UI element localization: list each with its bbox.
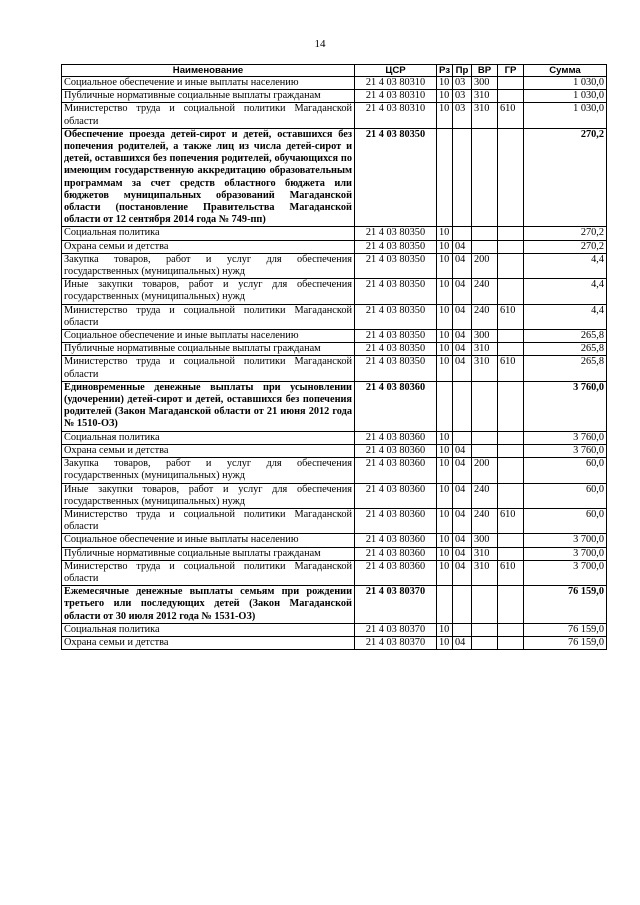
- cell-vr: 310: [472, 356, 498, 381]
- table-row: [62, 483, 607, 508]
- cell-csr: 21 4 03 80350: [355, 343, 437, 356]
- cell-rz: 10: [437, 534, 453, 547]
- table-body: [62, 77, 607, 650]
- table-row: [62, 330, 607, 343]
- cell-sum: 265,8: [524, 343, 607, 356]
- cell-name: Иные закупки товаров, работ и услуг для обеспечения государственных (муниципальных) нужд: [62, 483, 355, 508]
- cell-gr: [498, 330, 524, 343]
- cell-csr: 21 4 03 80350: [355, 330, 437, 343]
- cell-pr: 04: [453, 304, 472, 329]
- cell-vr: [472, 128, 498, 227]
- table-row: [62, 253, 607, 278]
- cell-gr: [498, 483, 524, 508]
- cell-pr: [453, 623, 472, 636]
- header-vr: ВР: [472, 65, 498, 77]
- cell-gr: [498, 240, 524, 253]
- cell-name: Охрана семьи и детства: [62, 240, 355, 253]
- cell-pr: 03: [453, 77, 472, 90]
- table-row: [62, 547, 607, 560]
- cell-name: Министерство труда и социальной политики Магаданской области: [62, 103, 355, 128]
- cell-sum: 3 700,0: [524, 560, 607, 585]
- cell-name: Министерство труда и социальной политики Магаданской области: [62, 304, 355, 329]
- header-name: Наименование: [62, 65, 355, 77]
- table-row: [62, 227, 607, 240]
- cell-rz: 10: [437, 103, 453, 128]
- cell-csr: 21 4 03 80350: [355, 356, 437, 381]
- cell-sum: 1 030,0: [524, 77, 607, 90]
- cell-gr: [498, 623, 524, 636]
- cell-csr: 21 4 03 80360: [355, 381, 437, 431]
- cell-gr: [498, 444, 524, 457]
- cell-sum: 3 700,0: [524, 547, 607, 560]
- cell-name: Министерство труда и социальной политики Магаданской области: [62, 356, 355, 381]
- cell-name: Иные закупки товаров, работ и услуг для обеспечения государственных (муниципальных) нужд: [62, 279, 355, 304]
- cell-rz: 10: [437, 458, 453, 483]
- cell-rz: 10: [437, 227, 453, 240]
- cell-name: Социальное обеспечение и иные выплаты населению: [62, 330, 355, 343]
- cell-gr: [498, 636, 524, 649]
- cell-csr: 21 4 03 80360: [355, 444, 437, 457]
- cell-name: Закупка товаров, работ и услуг для обеспечения государственных (муниципальных) нужд: [62, 253, 355, 278]
- cell-rz: 10: [437, 77, 453, 90]
- cell-csr: 21 4 03 80370: [355, 636, 437, 649]
- cell-vr: 200: [472, 458, 498, 483]
- cell-gr: 610: [498, 304, 524, 329]
- cell-vr: 240: [472, 304, 498, 329]
- cell-vr: 300: [472, 330, 498, 343]
- cell-gr: [498, 431, 524, 444]
- cell-rz: 10: [437, 444, 453, 457]
- cell-sum: 270,2: [524, 240, 607, 253]
- cell-sum: 76 159,0: [524, 636, 607, 649]
- cell-vr: [472, 381, 498, 431]
- cell-pr: 04: [453, 534, 472, 547]
- cell-gr: 610: [498, 508, 524, 533]
- cell-name: Публичные нормативные социальные выплаты гражданам: [62, 343, 355, 356]
- cell-name: Единовременные денежные выплаты при усыновлении (удочерении) детей-сирот и детей, оставшихся без попечения родителей (Закон Магаданской области от 21 июня 2012 года № 1510-ОЗ): [62, 381, 355, 431]
- cell-sum: 265,8: [524, 330, 607, 343]
- cell-name: Социальное обеспечение и иные выплаты населению: [62, 77, 355, 90]
- cell-name: Охрана семьи и детства: [62, 444, 355, 457]
- cell-vr: 300: [472, 77, 498, 90]
- cell-vr: 200: [472, 253, 498, 278]
- header-gr: ГР: [498, 65, 524, 77]
- table-row: [62, 508, 607, 533]
- table-row: [62, 279, 607, 304]
- cell-name: Социальная политика: [62, 431, 355, 444]
- cell-sum: 3 760,0: [524, 381, 607, 431]
- cell-sum: 60,0: [524, 483, 607, 508]
- cell-vr: 240: [472, 483, 498, 508]
- cell-name: Министерство труда и социальной политики Магаданской области: [62, 560, 355, 585]
- cell-gr: 610: [498, 356, 524, 381]
- cell-pr: 03: [453, 103, 472, 128]
- cell-sum: 60,0: [524, 458, 607, 483]
- table-row: [62, 103, 607, 128]
- cell-pr: 04: [453, 343, 472, 356]
- table-row: [62, 343, 607, 356]
- cell-sum: 1 030,0: [524, 103, 607, 128]
- cell-rz: 10: [437, 330, 453, 343]
- cell-gr: [498, 343, 524, 356]
- cell-csr: 21 4 03 80350: [355, 279, 437, 304]
- header-rz: Рз: [437, 65, 453, 77]
- cell-rz: 10: [437, 253, 453, 278]
- cell-rz: 10: [437, 547, 453, 560]
- cell-pr: 04: [453, 483, 472, 508]
- cell-pr: 04: [453, 240, 472, 253]
- cell-gr: [498, 458, 524, 483]
- cell-vr: 300: [472, 534, 498, 547]
- cell-gr: [498, 227, 524, 240]
- header-csr: ЦСР: [355, 65, 437, 77]
- cell-vr: [472, 431, 498, 444]
- cell-name: Публичные нормативные социальные выплаты гражданам: [62, 90, 355, 103]
- cell-pr: 04: [453, 444, 472, 457]
- table-row: [62, 240, 607, 253]
- header-pr: Пр: [453, 65, 472, 77]
- table-row: [62, 77, 607, 90]
- cell-vr: [472, 636, 498, 649]
- cell-sum: 4,4: [524, 279, 607, 304]
- cell-gr: [498, 128, 524, 227]
- table-row: [62, 381, 607, 431]
- table-row: [62, 356, 607, 381]
- cell-pr: 04: [453, 330, 472, 343]
- cell-csr: 21 4 03 80350: [355, 253, 437, 278]
- cell-pr: 04: [453, 547, 472, 560]
- cell-gr: [498, 534, 524, 547]
- cell-sum: 76 159,0: [524, 623, 607, 636]
- cell-name: Социальная политика: [62, 227, 355, 240]
- cell-gr: [498, 90, 524, 103]
- cell-pr: [453, 431, 472, 444]
- cell-csr: 21 4 03 80360: [355, 458, 437, 483]
- cell-gr: [498, 279, 524, 304]
- cell-csr: 21 4 03 80360: [355, 560, 437, 585]
- cell-pr: 03: [453, 90, 472, 103]
- table-row: [62, 623, 607, 636]
- cell-csr: 21 4 03 80310: [355, 103, 437, 128]
- cell-pr: [453, 227, 472, 240]
- table-row: [62, 128, 607, 227]
- table-row: [62, 586, 607, 624]
- cell-csr: 21 4 03 80310: [355, 90, 437, 103]
- cell-rz: [437, 586, 453, 624]
- cell-gr: 610: [498, 560, 524, 585]
- cell-csr: 21 4 03 80350: [355, 304, 437, 329]
- cell-vr: 310: [472, 90, 498, 103]
- cell-vr: [472, 586, 498, 624]
- cell-gr: [498, 77, 524, 90]
- cell-rz: 10: [437, 279, 453, 304]
- cell-csr: 21 4 03 80360: [355, 508, 437, 533]
- cell-rz: [437, 381, 453, 431]
- cell-csr: 21 4 03 80350: [355, 240, 437, 253]
- cell-pr: 04: [453, 356, 472, 381]
- cell-pr: 04: [453, 636, 472, 649]
- cell-rz: 10: [437, 483, 453, 508]
- cell-sum: 4,4: [524, 304, 607, 329]
- cell-rz: 10: [437, 508, 453, 533]
- cell-vr: 310: [472, 103, 498, 128]
- cell-pr: [453, 381, 472, 431]
- cell-rz: 10: [437, 240, 453, 253]
- table-row: [62, 636, 607, 649]
- cell-rz: 10: [437, 90, 453, 103]
- cell-csr: 21 4 03 80360: [355, 547, 437, 560]
- table-row: [62, 304, 607, 329]
- cell-csr: 21 4 03 80360: [355, 431, 437, 444]
- cell-vr: [472, 444, 498, 457]
- cell-sum: 270,2: [524, 227, 607, 240]
- header-sum: Сумма: [524, 65, 607, 77]
- cell-sum: 3 760,0: [524, 444, 607, 457]
- cell-name: Ежемесячные денежные выплаты семьям при рождении третьего или последующих детей (Закон Магаданской области от 30 июля 2012 года № 1531-ОЗ): [62, 586, 355, 624]
- cell-vr: 310: [472, 547, 498, 560]
- table-row: [62, 458, 607, 483]
- cell-csr: 21 4 03 80360: [355, 483, 437, 508]
- cell-gr: [498, 547, 524, 560]
- cell-rz: 10: [437, 623, 453, 636]
- cell-csr: 21 4 03 80350: [355, 227, 437, 240]
- table-header-row: [62, 65, 607, 77]
- cell-gr: [498, 381, 524, 431]
- cell-sum: 3 700,0: [524, 534, 607, 547]
- cell-name: Социальная политика: [62, 623, 355, 636]
- table-row: [62, 534, 607, 547]
- cell-pr: [453, 586, 472, 624]
- cell-sum: 1 030,0: [524, 90, 607, 103]
- cell-gr: 610: [498, 103, 524, 128]
- table-row: [62, 444, 607, 457]
- cell-rz: 10: [437, 356, 453, 381]
- table-row: [62, 90, 607, 103]
- cell-name: Охрана семьи и детства: [62, 636, 355, 649]
- cell-csr: 21 4 03 80370: [355, 623, 437, 636]
- cell-name: Социальное обеспечение и иные выплаты населению: [62, 534, 355, 547]
- cell-vr: [472, 227, 498, 240]
- budget-table: [61, 64, 607, 650]
- cell-vr: 240: [472, 508, 498, 533]
- cell-name: Обеспечение проезда детей-сирот и детей, оставшихся без попечения родителей, а также лиц из числа детей-сирот и детей, оставшихся без попечения родителей, обучающихся по имеющим государственную аккредитацию образовательным программам за счет средств областного бюджета или бюджетов муниципальных образований Магаданской области (постановление Правительства Магаданской области от 12 сентября 2014 года № 749-пп): [62, 128, 355, 227]
- cell-gr: [498, 586, 524, 624]
- cell-rz: 10: [437, 431, 453, 444]
- cell-pr: 04: [453, 508, 472, 533]
- cell-pr: 04: [453, 560, 472, 585]
- table-row: [62, 431, 607, 444]
- cell-rz: 10: [437, 560, 453, 585]
- cell-vr: 240: [472, 279, 498, 304]
- cell-sum: 3 760,0: [524, 431, 607, 444]
- cell-csr: 21 4 03 80310: [355, 77, 437, 90]
- table-row: [62, 560, 607, 585]
- cell-sum: 76 159,0: [524, 586, 607, 624]
- cell-rz: [437, 128, 453, 227]
- cell-csr: 21 4 03 80370: [355, 586, 437, 624]
- cell-sum: 60,0: [524, 508, 607, 533]
- cell-name: Закупка товаров, работ и услуг для обеспечения государственных (муниципальных) нужд: [62, 458, 355, 483]
- cell-pr: 04: [453, 253, 472, 278]
- cell-name: Публичные нормативные социальные выплаты гражданам: [62, 547, 355, 560]
- page-number: 14: [314, 38, 326, 50]
- cell-vr: 310: [472, 560, 498, 585]
- cell-vr: 310: [472, 343, 498, 356]
- cell-rz: 10: [437, 636, 453, 649]
- cell-gr: [498, 253, 524, 278]
- cell-csr: 21 4 03 80360: [355, 534, 437, 547]
- cell-sum: 270,2: [524, 128, 607, 227]
- cell-csr: 21 4 03 80350: [355, 128, 437, 227]
- cell-pr: 04: [453, 458, 472, 483]
- cell-pr: [453, 128, 472, 227]
- cell-rz: 10: [437, 304, 453, 329]
- cell-vr: [472, 623, 498, 636]
- cell-name: Министерство труда и социальной политики Магаданской области: [62, 508, 355, 533]
- cell-vr: [472, 240, 498, 253]
- cell-sum: 265,8: [524, 356, 607, 381]
- cell-rz: 10: [437, 343, 453, 356]
- cell-sum: 4,4: [524, 253, 607, 278]
- cell-pr: 04: [453, 279, 472, 304]
